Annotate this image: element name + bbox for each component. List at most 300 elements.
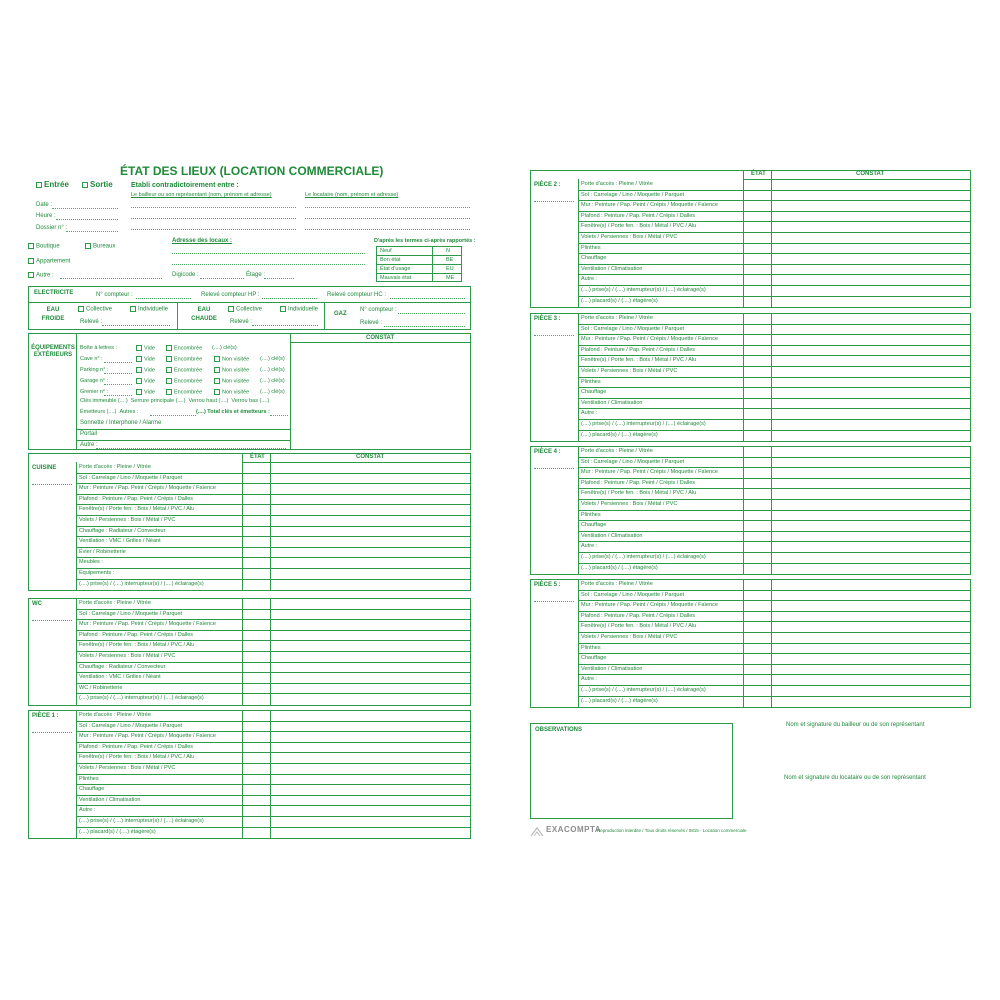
boutique-label: Boutique (36, 243, 60, 250)
constat-cell[interactable] (771, 685, 971, 696)
room-item-label: Fenêtre(s) / Porte fen. : Bois / Métal / PVC / Alu (581, 490, 697, 497)
ext-non_visitee-option[interactable] (214, 356, 249, 363)
ext-encombree-checkbox[interactable] (166, 367, 172, 373)
etat-cell[interactable] (743, 211, 771, 222)
constat-cell[interactable] (771, 499, 971, 510)
etat-cell[interactable] (242, 774, 270, 785)
entree-option[interactable] (36, 180, 69, 189)
room-item-label: Fenêtre(s) / Porte fen. : Bois / Métal / PVC / Alu (79, 506, 195, 513)
constat-cell[interactable] (270, 693, 471, 704)
ec-collective-checkbox[interactable] (228, 306, 234, 312)
room-item-label: Équipements : (79, 570, 115, 576)
etat-cell[interactable] (242, 827, 270, 838)
etat-cell[interactable] (242, 579, 270, 590)
ef-releve-field[interactable] (102, 325, 170, 326)
etat-cell[interactable] (242, 662, 270, 673)
serrure: Serrure principale (....) (130, 398, 186, 404)
ec-releve-field[interactable] (252, 325, 318, 326)
ext-encombree-checkbox[interactable] (166, 356, 172, 362)
ext-cles-label: (....) clé(s) (260, 356, 285, 362)
ext-vide-option[interactable] (136, 367, 155, 374)
etat-cell[interactable] (242, 710, 270, 721)
etat-cell[interactable] (242, 805, 270, 816)
constat-cell[interactable] (771, 243, 971, 254)
etat-cell[interactable] (242, 526, 270, 537)
etat-cell[interactable] (743, 467, 771, 478)
room-item-label: (....) prise(s) / (....) interrupteur(s) / (....) éclairage(s) (79, 695, 204, 702)
room-item-label: Autre : (581, 276, 598, 283)
constat-cell[interactable] (771, 366, 971, 377)
etat-cell[interactable] (743, 541, 771, 552)
constat-cell[interactable] (270, 557, 471, 568)
constat-cell[interactable] (270, 816, 471, 827)
etat-cell[interactable] (242, 494, 270, 505)
ext-non_visitee-option[interactable] (214, 367, 249, 374)
constat-cell[interactable] (771, 563, 971, 574)
ext-non_visitee-option[interactable] (214, 389, 249, 396)
constat-cell[interactable] (771, 334, 971, 345)
ext-encombree-option[interactable] (166, 345, 202, 352)
constat-cell[interactable] (270, 752, 471, 763)
constat-cell[interactable] (771, 457, 971, 468)
ext-vide-option[interactable] (136, 345, 155, 352)
room-item-label: Fenêtre(s) / Porte fen. : Bois / Métal / PVC / Alu (581, 623, 697, 630)
observations-box[interactable] (530, 723, 733, 819)
sortie-option[interactable] (82, 180, 113, 189)
ext-encombree-checkbox[interactable] (166, 389, 172, 395)
constat-cell[interactable] (771, 541, 971, 552)
constat-cell[interactable] (270, 827, 471, 838)
room-item-label: Autre : (581, 543, 598, 550)
ext-vide-label: Vide (144, 345, 155, 352)
etat-cell[interactable] (242, 742, 270, 753)
room-item-label: Volets / Persiennes : Bois / Métal / PVC (79, 765, 176, 771)
ext-cles-label: (....) clé(s) (260, 389, 285, 395)
appartement-option[interactable] (28, 258, 70, 266)
ext-vide-option[interactable] (136, 389, 155, 396)
dossier-label: Dossier n° : (36, 225, 68, 231)
room-item-label: Volets / Persiennes : Bois / Métal / PVC (79, 517, 176, 523)
constat-cell[interactable] (270, 795, 471, 806)
etat-cell[interactable] (743, 664, 771, 675)
room-item-label: Porte d'accès : Pleine / Vitrée (79, 712, 151, 718)
room-name-piece-3: PIÈCE 3 : (534, 316, 561, 322)
constat-cell[interactable] (771, 285, 971, 296)
room-item-label: Mur : Peinture / Pap. Peint / Crépis / Moquette / Faïence (79, 733, 216, 740)
ext-non_visitee-label: Non visitée (222, 356, 250, 363)
ec-individuelle[interactable] (280, 306, 318, 314)
ext-vide-option[interactable] (136, 356, 155, 363)
constat-cell[interactable] (771, 674, 971, 685)
ext-encombree-checkbox[interactable] (166, 345, 172, 351)
room-item-label: Volets / Persiennes : Bois / Métal / PVC (581, 501, 678, 507)
etat-cell[interactable] (743, 366, 771, 377)
etat-cell[interactable] (743, 419, 771, 430)
ec-collective[interactable] (228, 306, 262, 314)
constat-cell[interactable] (270, 763, 471, 774)
constat-cell[interactable] (771, 190, 971, 201)
constat-cell[interactable] (270, 805, 471, 816)
ext-row-label: Garage n° : (80, 378, 109, 384)
ext-vide-checkbox[interactable] (136, 389, 142, 395)
etat-cell[interactable] (743, 674, 771, 685)
constat-cell[interactable] (771, 653, 971, 664)
constat-cell[interactable] (270, 710, 471, 721)
ef-individuelle-checkbox[interactable] (130, 306, 136, 312)
ext-encombree-option[interactable] (166, 367, 202, 374)
etat-cell[interactable] (743, 590, 771, 601)
room-item-label: Sol : Carrelage / Lino / Moquette / Parquet (79, 474, 183, 481)
constat-cell[interactable] (771, 621, 971, 632)
form-title: ÉTAT DES LIEUX (LOCATION COMMERCIALE) (120, 164, 384, 178)
etat-cell[interactable] (743, 296, 771, 307)
constat-cell[interactable] (270, 784, 471, 795)
constat-cell[interactable] (270, 598, 471, 609)
ext-vide-checkbox[interactable] (136, 345, 142, 351)
constat-cell[interactable] (270, 683, 471, 694)
room-item-label: Sol : Carrelage / Lino / Moquette / Parquet (581, 191, 685, 198)
etat-cell[interactable] (743, 696, 771, 707)
etat-cell[interactable] (743, 253, 771, 264)
etat-cell[interactable] (743, 510, 771, 521)
bailleur-label: Le bailleur ou son représentant (nom, prénom et adresse) (131, 192, 272, 198)
legend-eu: EU (446, 266, 454, 272)
etat-cell[interactable] (242, 752, 270, 763)
ec-individuelle-checkbox[interactable] (280, 306, 286, 312)
date-field[interactable] (52, 208, 118, 209)
constat-cell[interactable] (771, 696, 971, 707)
room-item-label: Fenêtre(s) / Porte fen. : Bois / Métal / PVC / Alu (79, 754, 195, 761)
constat-cell[interactable] (771, 488, 971, 499)
etat-cell[interactable] (242, 568, 270, 579)
etat-cell[interactable] (242, 504, 270, 515)
constat-cell[interactable] (771, 324, 971, 335)
etat-cell[interactable] (743, 285, 771, 296)
room-item-label: Chauffage (581, 255, 607, 262)
ext-vide-label: Vide (144, 356, 155, 363)
etat-cell[interactable] (743, 200, 771, 211)
adresse-field[interactable] (172, 253, 365, 254)
constat-cell[interactable] (771, 398, 971, 409)
constat-cell[interactable] (270, 721, 471, 732)
constat-cell[interactable] (771, 643, 971, 654)
constat-cell[interactable] (771, 664, 971, 675)
room-item-label: Ventilation / Climatisation (581, 665, 643, 672)
room-item-label: Plinthes (581, 244, 601, 251)
constat-cell[interactable] (771, 520, 971, 531)
locataire-label: Le locataire (nom, prénom et adresse) (305, 192, 399, 198)
boutique-option[interactable] (28, 243, 60, 251)
ef-individuelle[interactable] (130, 306, 168, 314)
constat-cell[interactable] (270, 640, 471, 651)
etat-cell[interactable] (242, 640, 270, 651)
constat-cell[interactable] (771, 296, 971, 307)
constat-cell[interactable] (270, 619, 471, 630)
etat-cell[interactable] (743, 387, 771, 398)
etat-cell[interactable] (743, 446, 771, 457)
room-item-label: (....) prise(s) / (....) interrupteur(s) / (....) éclairage(s) (79, 818, 204, 824)
constat-cell[interactable] (771, 355, 971, 366)
constat-cell[interactable] (270, 504, 471, 515)
etat-cell[interactable] (743, 552, 771, 563)
legend-n: N (446, 248, 450, 254)
etat-cell[interactable] (242, 651, 270, 662)
etat-cell[interactable] (743, 488, 771, 499)
etat-cell[interactable] (743, 611, 771, 622)
room-item-label: Ventilation : VMC / Grilles / Néant (79, 538, 161, 545)
room-item-label: Chauffage (581, 655, 607, 662)
etat-cell[interactable] (242, 816, 270, 827)
ext-non_visitee-checkbox[interactable] (214, 356, 220, 362)
etat-cell[interactable] (242, 619, 270, 630)
constat-cell[interactable] (771, 467, 971, 478)
etat-cell[interactable] (743, 430, 771, 441)
appartement-checkbox[interactable] (28, 258, 34, 264)
etat-cell[interactable] (743, 478, 771, 489)
etat-cell[interactable] (743, 531, 771, 542)
etat-cell[interactable] (743, 520, 771, 531)
electricite-label: ELECTRICITE (34, 290, 74, 296)
etat-cell[interactable] (242, 557, 270, 568)
etat-cell[interactable] (743, 685, 771, 696)
etat-cell[interactable] (743, 408, 771, 419)
etat-cell[interactable] (242, 483, 270, 494)
etat-cell[interactable] (242, 784, 270, 795)
etat-cell[interactable] (743, 457, 771, 468)
constat-cell[interactable] (270, 630, 471, 641)
bureaux-option[interactable] (85, 243, 115, 251)
constat-cell[interactable] (771, 611, 971, 622)
constat-cell[interactable] (771, 579, 971, 590)
room-item-label: Ventilation : VMC / Grilles / Néant (79, 674, 161, 681)
room-item-label: (....) prise(s) / (....) interrupteur(s) / (....) éclairage(s) (581, 287, 706, 293)
etat-cell[interactable] (743, 179, 771, 190)
releve-hp-field[interactable] (262, 298, 317, 299)
ext-vide-checkbox[interactable] (136, 378, 142, 384)
room-item-label: Autre : (581, 410, 598, 417)
etat-cell[interactable] (743, 334, 771, 345)
constat-cell[interactable] (771, 419, 971, 430)
dossier-field[interactable] (66, 231, 118, 232)
releve-hp-label: Relevé compteur HP : (201, 292, 260, 298)
room-item-label: (....) prise(s) / (....) interrupteur(s) / (....) éclairage(s) (79, 580, 204, 587)
constat-cell[interactable] (270, 494, 471, 505)
ext-vide-option[interactable] (136, 378, 155, 385)
constat-cell[interactable] (270, 774, 471, 785)
room-item-label: Mur : Peinture / Pap. Peint / Crépis / Moquette / Faïence (581, 336, 718, 343)
etat-cell[interactable] (743, 264, 771, 275)
constat-cell[interactable] (771, 313, 971, 324)
room-item-label: Fenêtre(s) / Porte fen. : Bois / Métal / PVC / Alu (581, 223, 697, 230)
sortie-label: Sortie (90, 180, 113, 189)
verrou-bas: Verrou bas (....) (231, 398, 270, 404)
etat-cell[interactable] (242, 630, 270, 641)
constat-cell[interactable] (270, 568, 471, 579)
room-name-piece-1: PIÈCE 1 : (32, 713, 59, 719)
constat-cell[interactable] (270, 536, 471, 547)
ef-collective[interactable] (78, 306, 112, 314)
etat-cell[interactable] (242, 473, 270, 484)
etat-cell[interactable] (743, 579, 771, 590)
ext-encombree-option[interactable] (166, 356, 202, 363)
room-item-label: Chauffage : Radiateur / Convecteur (79, 663, 166, 670)
room-item-label: Fenêtre(s) / Porte fen. : Bois / Métal / PVC / Alu (581, 357, 697, 364)
constat-cell[interactable] (771, 211, 971, 222)
etat-cell[interactable] (743, 274, 771, 285)
etabli-label: Etabli contradictoirement entre : (131, 182, 239, 189)
constat-cell[interactable] (771, 430, 971, 441)
constat-cell[interactable] (270, 662, 471, 673)
ext-row-label: Cave n° : (80, 356, 103, 362)
etat-cell[interactable] (743, 643, 771, 654)
bureaux-checkbox[interactable] (85, 243, 91, 249)
ext-title: ÉQUIPEMENTS EXTÉRIEURS (31, 345, 75, 358)
constat-cell[interactable] (771, 274, 971, 285)
etat-cell[interactable] (242, 609, 270, 620)
entree-checkbox[interactable] (36, 182, 42, 188)
constat-cell[interactable] (270, 609, 471, 620)
room-item-label: Porte d'accès : Pleine / Vitrée (581, 581, 653, 587)
etat-cell[interactable] (242, 547, 270, 558)
autre-option[interactable] (28, 272, 54, 280)
etat-cell[interactable] (743, 221, 771, 232)
ec-collective-label: Collective (236, 306, 263, 313)
etat-cell[interactable] (242, 683, 270, 694)
ext-non_visitee-checkbox[interactable] (214, 389, 220, 395)
etat-cell[interactable] (743, 243, 771, 254)
constat-cell[interactable] (771, 253, 971, 264)
room-item-label: Chauffage (581, 522, 607, 529)
constat-cell[interactable] (771, 232, 971, 243)
room-item-label: Volets / Persiennes : Bois / Métal / PVC (581, 368, 678, 374)
etat-cell[interactable] (743, 653, 771, 664)
digicode-field[interactable] (200, 278, 244, 279)
etat-cell[interactable] (743, 313, 771, 324)
ext-encombree-option[interactable] (166, 378, 202, 385)
ext-vide-checkbox[interactable] (136, 367, 142, 373)
constat-cell[interactable] (771, 632, 971, 643)
constat-cell[interactable] (270, 483, 471, 494)
etat-cell[interactable] (242, 515, 270, 526)
constat-cell[interactable] (771, 264, 971, 275)
etat-cell[interactable] (242, 598, 270, 609)
etat-cell[interactable] (242, 672, 270, 683)
etat-cell[interactable] (743, 398, 771, 409)
constat-cell[interactable] (771, 179, 971, 190)
room-name-piece-5: PIÈCE 5 : (534, 582, 561, 588)
constat-cell[interactable] (270, 462, 471, 473)
ext-cles-label: (....) clé(s) (260, 367, 285, 373)
etat-cell[interactable] (743, 632, 771, 643)
etat-cell[interactable] (743, 345, 771, 356)
constat-cell[interactable] (771, 377, 971, 388)
constat-cell[interactable] (270, 515, 471, 526)
etat-cell[interactable] (242, 536, 270, 547)
releve-hc-field[interactable] (390, 298, 465, 299)
constat-cell[interactable] (771, 552, 971, 563)
constat-cell[interactable] (270, 742, 471, 753)
ext-encombree-checkbox[interactable] (166, 378, 172, 384)
ef-collective-checkbox[interactable] (78, 306, 84, 312)
room-item-label: Fenêtre(s) / Porte fen. : Bois / Métal / PVC / Alu (79, 642, 195, 649)
etat-cell[interactable] (242, 731, 270, 742)
gaz-compteur-field[interactable] (398, 313, 465, 314)
boutique-checkbox[interactable] (28, 243, 34, 249)
etat-cell[interactable] (242, 462, 270, 473)
ext-cles-label: (....) clé(s) (212, 345, 237, 351)
constat-cell[interactable] (771, 590, 971, 601)
constat-cell[interactable] (270, 579, 471, 590)
constat-cell[interactable] (771, 387, 971, 398)
constat-cell[interactable] (270, 526, 471, 537)
releve-hc-label: Relevé compteur HC : (327, 292, 387, 298)
etat-cell[interactable] (242, 795, 270, 806)
ext-vide-checkbox[interactable] (136, 356, 142, 362)
legal-text: Reproduction interdite / Tous droits réservés / 0815 - Location commerciale (597, 828, 747, 833)
ext-non_visitee-option[interactable] (214, 378, 249, 385)
ef-releve-label: Relevé : (80, 319, 103, 325)
ext-row-label: Parking n° : (80, 367, 109, 373)
constat-cell[interactable] (771, 408, 971, 419)
room-item-label: Mur : Peinture / Pap. Peint / Crépis / Moquette / Faïence (581, 469, 718, 476)
etage-field[interactable] (264, 278, 294, 279)
etat-cell[interactable] (242, 763, 270, 774)
etat-cell[interactable] (743, 621, 771, 632)
constat-cell[interactable] (771, 345, 971, 356)
exacompta-logo-icon (530, 824, 544, 834)
constat-cell[interactable] (771, 446, 971, 457)
room-item-label: Sol : Carrelage / Lino / Moquette / Parquet (581, 591, 685, 598)
etat-cell[interactable] (743, 232, 771, 243)
etat-cell[interactable] (743, 499, 771, 510)
constat-cell[interactable] (270, 731, 471, 742)
etat-cell[interactable] (743, 355, 771, 366)
constat-cell[interactable] (771, 478, 971, 489)
ext-non_visitee-checkbox[interactable] (214, 378, 220, 384)
emetteurs: Émetteurs (....) (80, 409, 117, 415)
heure-field[interactable] (56, 219, 118, 220)
constat-cell[interactable] (771, 600, 971, 611)
ext-non_visitee-checkbox[interactable] (214, 367, 220, 373)
etat-cell[interactable] (242, 693, 270, 704)
gaz-releve-label: Relevé : (360, 320, 383, 326)
etat-cell[interactable] (743, 600, 771, 611)
etat-cell[interactable] (242, 721, 270, 732)
ext-encombree-label: Encombrée (174, 367, 203, 374)
ec-individuelle-label: Individuelle (288, 306, 319, 313)
etat-cell[interactable] (743, 190, 771, 201)
etat-cell[interactable] (743, 377, 771, 388)
sortie-checkbox[interactable] (82, 182, 88, 188)
constat-cell[interactable] (270, 651, 471, 662)
gaz-releve-field[interactable] (384, 326, 465, 327)
brand-name: EXACOMPTA (546, 825, 602, 834)
constat-cell[interactable] (771, 510, 971, 521)
constat-cell[interactable] (771, 221, 971, 232)
constat-cell[interactable] (270, 547, 471, 558)
ext-vide-label: Vide (144, 389, 155, 396)
room-item-label: Porte d'accès : Pleine / Vitrée (581, 181, 653, 187)
constat-cell[interactable] (270, 473, 471, 484)
etat-cell[interactable] (743, 324, 771, 335)
constat-cell[interactable] (270, 672, 471, 683)
elec-compteur-field[interactable] (136, 298, 191, 299)
autre-checkbox[interactable] (28, 272, 34, 278)
etat-cell[interactable] (743, 563, 771, 574)
ext-encombree-option[interactable] (166, 389, 202, 396)
constat-cell[interactable] (771, 531, 971, 542)
constat-cell[interactable] (771, 200, 971, 211)
